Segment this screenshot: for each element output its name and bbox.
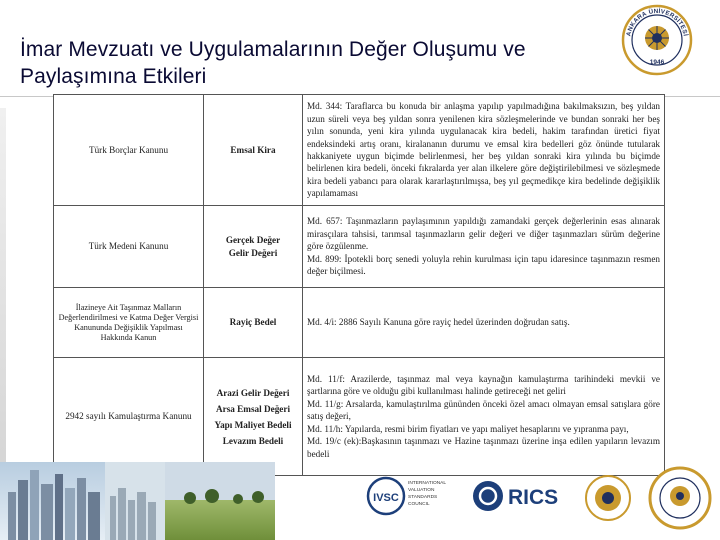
law-cell: Türk Borçlar Kanunu	[54, 95, 204, 206]
article-cell	[303, 95, 665, 206]
ankara-university-logo	[621, 4, 693, 76]
value-type: Arsa Emsal Değeri	[216, 403, 290, 414]
svg-text:RICS: RICS	[508, 486, 559, 509]
ivsc-logo	[368, 478, 446, 514]
article-text: Md. 657: Taşınmazların paylaşımının yapıldığı zamandaki gerçek değerlerinin esas alınarak mirasçılara tahsisi, tarımsal taşınmazların gelir değeri ve diğer taşınmazları sürüm değerine göre özgülenme.	[307, 216, 660, 252]
svg-text:IVSC: IVSC	[373, 492, 399, 504]
value-type: Yapı Maliyet Bedeli	[214, 419, 292, 430]
landscape-image	[165, 500, 275, 540]
slide-title	[20, 36, 620, 90]
seal-logo	[586, 476, 630, 520]
value-type: Levazım Bedeli	[222, 435, 284, 446]
value-type: Gelir Değeri	[228, 247, 278, 258]
article-cell	[303, 358, 665, 476]
city-photo-strip	[0, 462, 275, 540]
law-cell: 2942 sayılı Kamulaştırma Kanunu	[54, 358, 204, 476]
law-cell: Türk Medeni Kanunu	[54, 206, 204, 288]
value-type: Gerçek Değer	[225, 235, 281, 246]
slide-title-line-2: Paylaşımına Etkileri	[20, 65, 207, 88]
article-text: Md. 11/f: Arazilerde, taşınmaz mal veya kaynağın kamulaştırma tarihindeki mevkii ve şartlarına göre ve olduğu gibi kullanılması halinde getireceği net geliri	[307, 374, 660, 397]
article-text: Md. 19/c (ek):Başkasının taşınmazı ve Hazine taşınmazı üzerine inşa edilen yapıların levazım bedeli	[307, 436, 660, 459]
value-type-cell	[204, 95, 303, 206]
value-type: Arazi Gelir Değeri	[216, 387, 290, 398]
article-text: Md. 4/i: 2886 Sayılı Kanuna göre rayiç hedel üzerinden doğrudan satış.	[307, 317, 570, 328]
table-row	[54, 206, 665, 288]
article-text: Md. 899: İpotekli borç senedi yoluyla rehin kurulması için tapu idaresince taşınmazın resmen değer biçilmesi.	[307, 253, 660, 277]
value-type: Rayiç Bedel	[229, 317, 277, 328]
value-type-cell	[204, 288, 303, 358]
regulation-table	[53, 94, 665, 476]
table-row	[54, 288, 665, 358]
ankara-small-logo	[650, 468, 710, 528]
svg-text:COUNCIL: COUNCIL	[408, 502, 430, 507]
article-text: Md. 11/g: Arsalarda, kamulaştırılma gününden önceki özel amacı olmayan emsal satışlara göre satış değeri,	[307, 398, 660, 422]
value-type-cell	[204, 206, 303, 288]
article-cell	[303, 288, 665, 358]
table-row	[54, 358, 665, 476]
partner-logos	[275, 462, 720, 540]
logo-ring-text: ANKARA ÜNİVERSİTESİ	[625, 7, 689, 37]
table-row	[54, 95, 665, 206]
article-text: Md. 11/h: Yapılarda, resmi birim fiyatları ve yapı maliyet hesaplarını ve yıpranma payı,	[307, 423, 629, 434]
svg-text:STANDARDS: STANDARDS	[408, 495, 438, 500]
svg-text:INTERNATIONAL: INTERNATIONAL	[408, 481, 447, 486]
rics-logo	[473, 481, 558, 511]
value-type: Emsal Kira	[230, 144, 276, 155]
slide-title-line-1: İmar Mevzuatı ve Uygulamalarının Değer Oluşumu ve	[20, 38, 526, 61]
law-cell: İlazineye Ait Taşınmaz Malların Değerlendirilmesi ve Katma Değer Vergisi Kanununda Değişiklik Yapılması Hakkında Kanun	[54, 288, 204, 358]
article-text: Md. 344: Taraflarca bu konuda bir anlaşma yapılıp yapılmadığına bakılmaksızın, beş yıldan uzun süreli veya beş yıldan sonra yenilenen kira sözleşmelerinde ve bundan sonraki her beş yılın sonunda, yeni kira yılında uygulanacak kira bedeli, hakim tarafından üretici fiyat endeksindeki artış oranı, kiralananın durumu ve emsal kira bedelleri göz önünde tutularak hakkaniyete uygun biçimde belirlenmesi, her beş yıldan sonraki kira yılında bu biçimde belirlenen kira bedeli, önceki fıkralarda yer alan ilkelere göre değiştirilebilmesi ve sözleşmede kira bedeli yabancı para olarak kararlaştırılmışsa, beş yıl geçmedikçe kira bedelinde değişiklik yapılamaması	[307, 101, 660, 199]
value-type-cell	[204, 358, 303, 476]
svg-text:VALUATION: VALUATION	[408, 488, 435, 493]
logo-year: 1946	[649, 59, 665, 66]
article-cell	[303, 206, 665, 288]
